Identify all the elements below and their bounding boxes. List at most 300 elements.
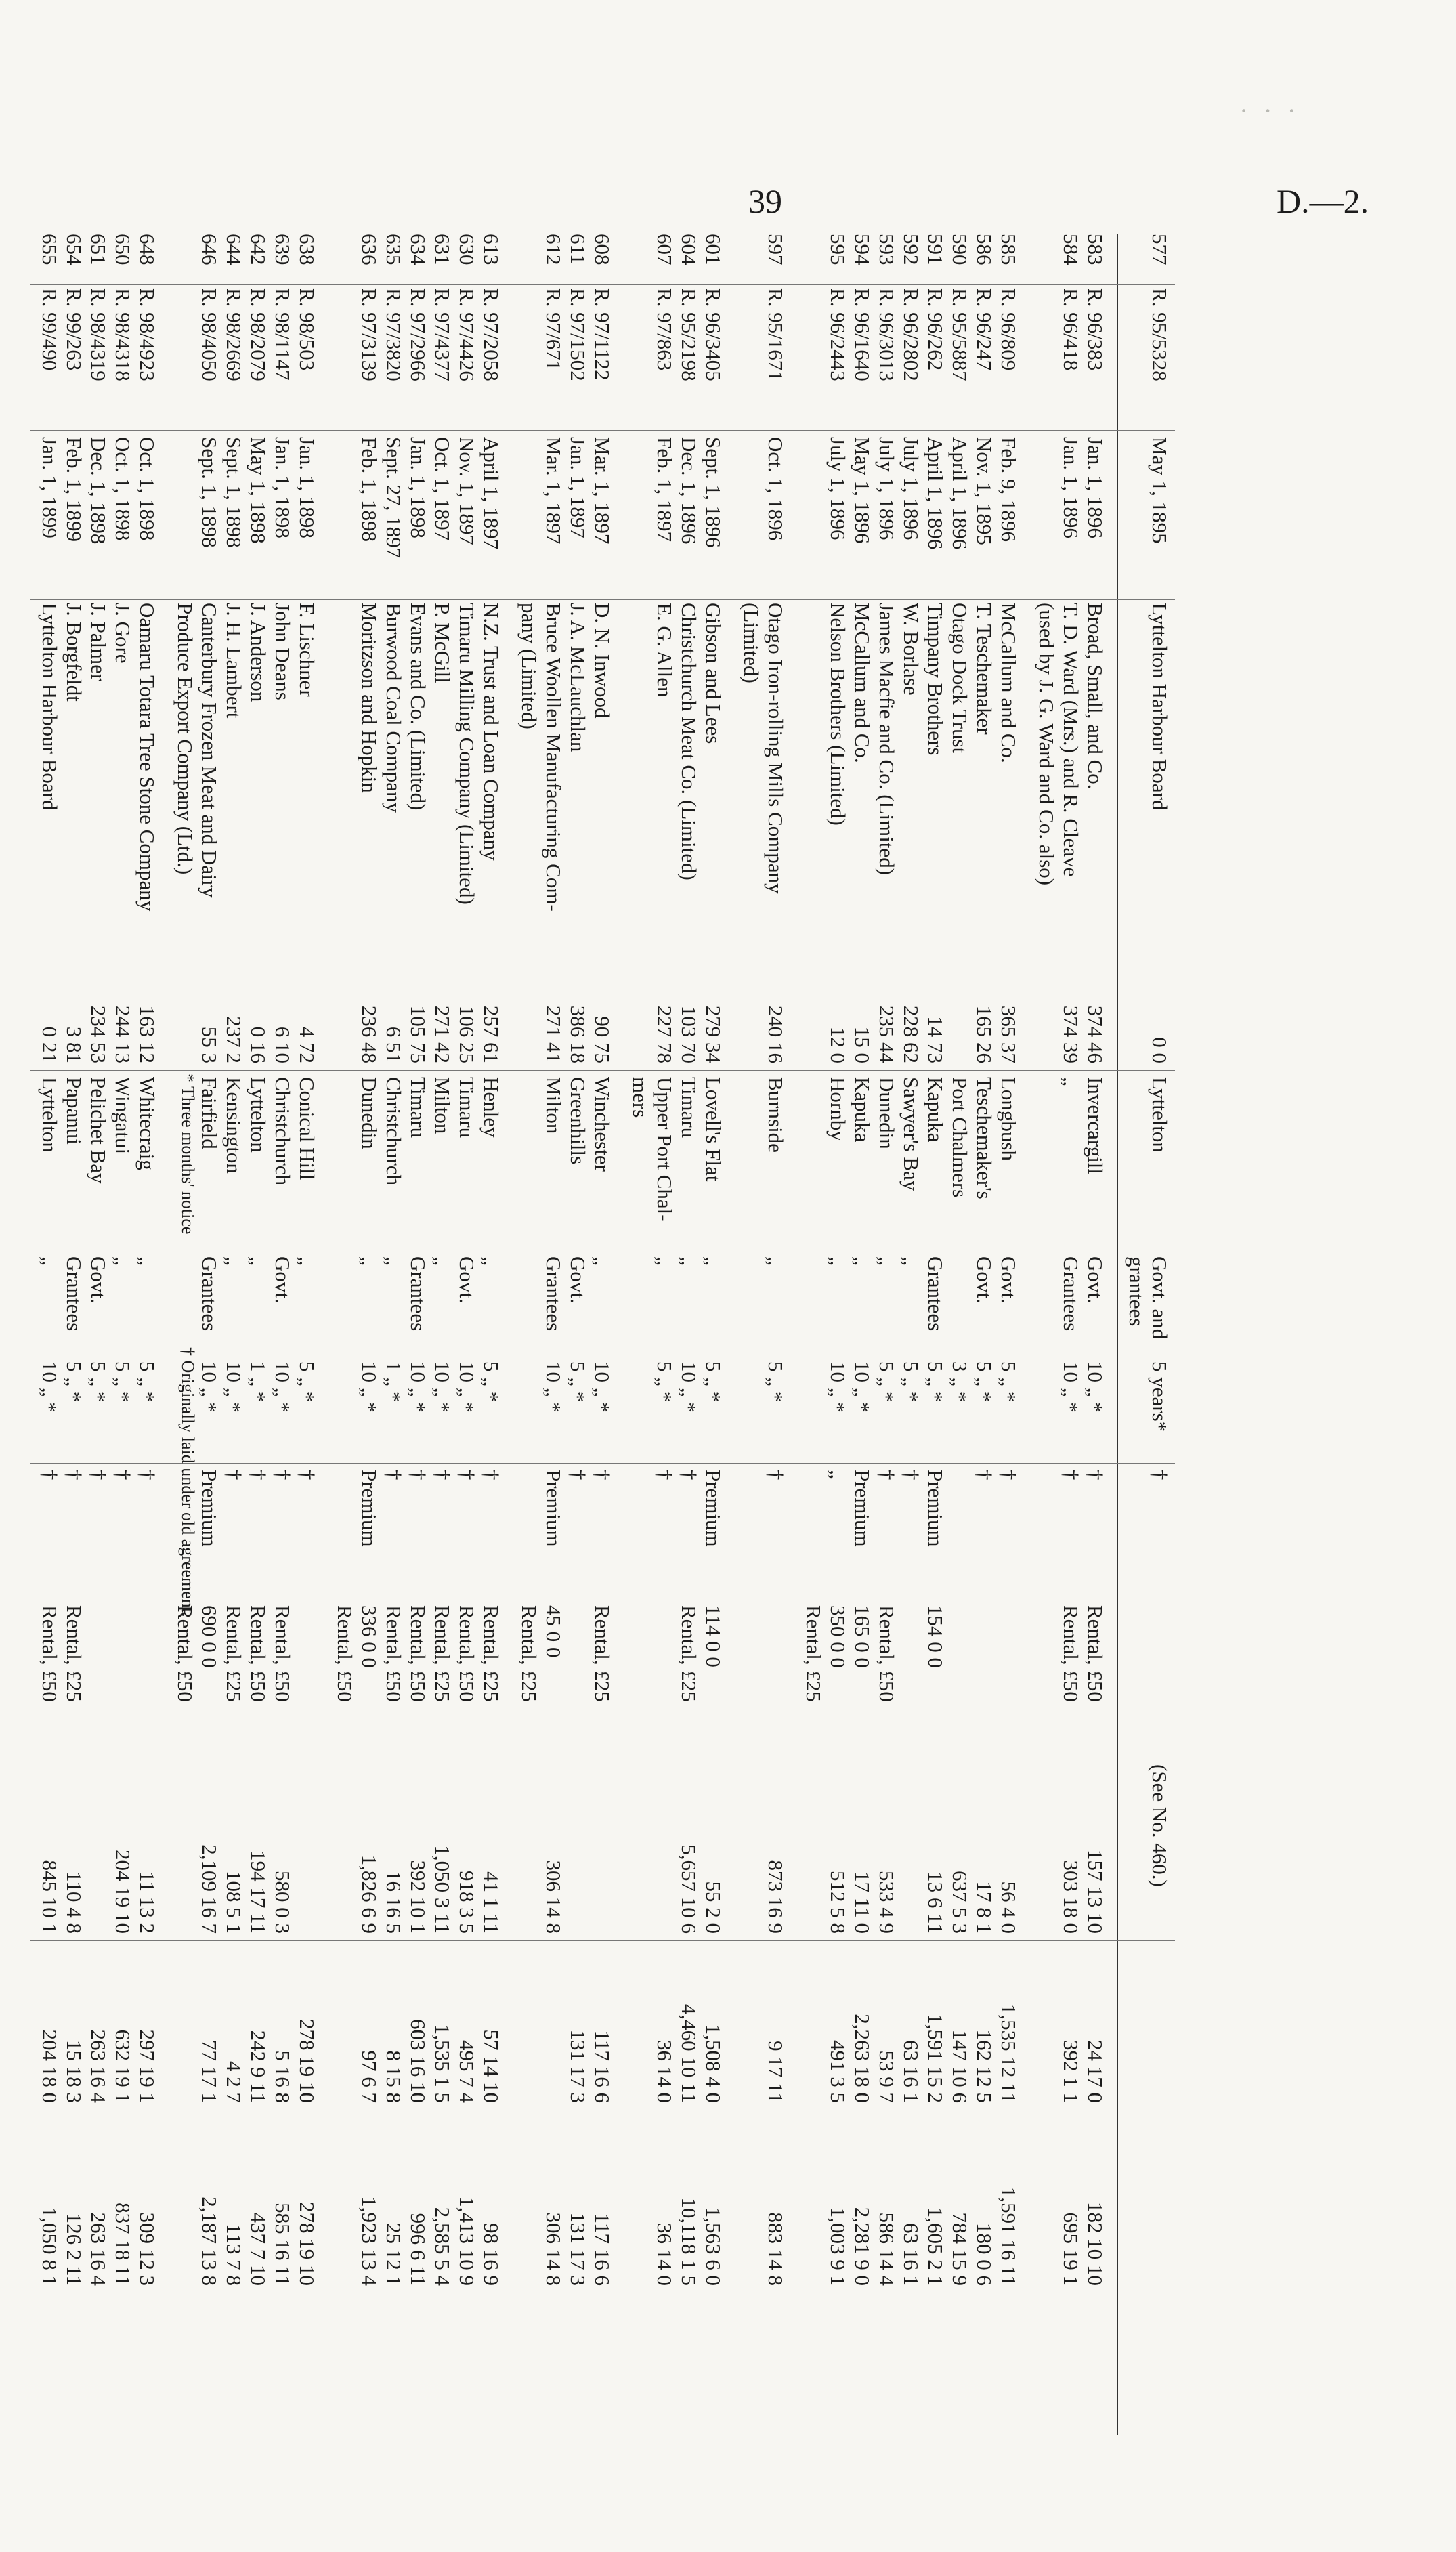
cell-terms: Premium bbox=[702, 1470, 725, 1547]
cell-lessee: W. Borlase bbox=[899, 603, 923, 696]
cell-r3: 98 16 9 bbox=[479, 2223, 503, 2286]
cell-lessee: Broad, Small, and Co. bbox=[1084, 603, 1107, 790]
cell-ref: R. 98/4923 bbox=[135, 288, 159, 381]
cell-lessee: T. D. Ward (Mrs.) and R. Cleave bbox=[1059, 603, 1083, 877]
cell-lessee: James Macfie and Co. (Limited) bbox=[875, 603, 899, 876]
cell-terms: „ bbox=[826, 1470, 850, 1479]
cell-area: 14 73 bbox=[924, 1016, 947, 1063]
cell-r1: 17 11 0 bbox=[851, 1871, 874, 1934]
cell-r2: 57 14 10 bbox=[479, 2029, 503, 2103]
table-row bbox=[197, 234, 221, 2435]
cell-area: 4 72 bbox=[295, 1026, 319, 1063]
cell-district: Longbush bbox=[997, 1077, 1021, 1161]
cell-r2: 278 19 10 bbox=[295, 2019, 319, 2103]
cell-district: Fairfield bbox=[198, 1077, 221, 1149]
cell-lessee: Produce Export Company (Ltd.) bbox=[173, 603, 197, 875]
cell-ref: R. 96/2802 bbox=[899, 288, 923, 381]
cell-lessee: Evans and Co. (Limited) bbox=[406, 603, 430, 811]
document-reference: D.—2. bbox=[1277, 182, 1369, 220]
cell-date: Dec. 1, 1896 bbox=[677, 437, 701, 545]
cell-lessor: „ bbox=[135, 1256, 159, 1266]
cell-term: 5 „ * bbox=[479, 1361, 503, 1403]
cell-district: Dunedin bbox=[358, 1077, 381, 1149]
cell-lessee: McCallum and Co. bbox=[851, 603, 874, 763]
cell-r1: 110 4 8 bbox=[62, 1871, 86, 1934]
cell-district: Burnside bbox=[764, 1077, 788, 1153]
cell-ref: R. 97/4377 bbox=[431, 288, 454, 381]
table-row bbox=[221, 234, 246, 2435]
cell-terms: † bbox=[222, 1470, 246, 1481]
cell-rental: Rental, £50 bbox=[875, 1605, 899, 1702]
cell-r2: 1,535 12 11 bbox=[997, 2003, 1021, 2103]
cell-ref: R. 98/2079 bbox=[247, 288, 270, 381]
cell-ref: R. 97/1502 bbox=[566, 288, 590, 381]
cell-r3: 586 14 4 bbox=[875, 2212, 899, 2286]
table-row bbox=[62, 234, 86, 2435]
cell-r2: 53 9 7 bbox=[875, 2050, 899, 2103]
cell-area: 55 3 bbox=[198, 1026, 221, 1063]
table-row bbox=[37, 234, 62, 2435]
cell-district: Winchester bbox=[591, 1077, 614, 1172]
cell-ref: R. 96/247 bbox=[972, 288, 996, 371]
cell-rental: Rental, £50 bbox=[406, 1605, 430, 1702]
cell-lessee: (used by J. G. Ward and Co. also) bbox=[1035, 603, 1058, 886]
cell-term: 10 „ * bbox=[542, 1361, 565, 1413]
cell-r1: 306 14 8 bbox=[542, 1860, 565, 1934]
cell-area: 234 53 bbox=[87, 1005, 110, 1063]
cell-district: Pelichet Bay bbox=[87, 1077, 110, 1184]
cell-r2: 263 16 4 bbox=[87, 2029, 110, 2103]
cell-date: May 1, 1896 bbox=[851, 437, 874, 544]
cell-r2: 1,591 15 2 bbox=[924, 2014, 947, 2103]
first-row-term: 5 years* bbox=[1148, 1361, 1172, 1432]
cell-terms: † bbox=[295, 1470, 319, 1481]
cell-no: 651 bbox=[87, 234, 110, 265]
cell-r3: 306 14 8 bbox=[542, 2212, 565, 2286]
cell-ref: R. 96/3405 bbox=[702, 288, 725, 381]
cell-district: „ bbox=[1059, 1077, 1083, 1086]
cell-date: May 1, 1898 bbox=[247, 437, 270, 544]
cell-r2: 97 6 7 bbox=[358, 2050, 381, 2103]
cell-terms: † bbox=[406, 1470, 430, 1481]
cell-no: 648 bbox=[135, 234, 159, 265]
cell-terms: Premium bbox=[198, 1470, 221, 1547]
cell-rental: Rental, £25 bbox=[591, 1605, 614, 1702]
first-row-no: 577 bbox=[1148, 234, 1172, 265]
cell-no: 636 bbox=[358, 234, 381, 265]
cell-area: 15 0 bbox=[851, 1026, 874, 1063]
cell-r2: 36 14 0 bbox=[653, 2040, 677, 2103]
cell-date: Jan. 1, 1896 bbox=[1084, 437, 1107, 538]
cell-lessor: „ bbox=[38, 1256, 62, 1266]
cell-no: 585 bbox=[997, 234, 1021, 265]
cell-r1: 392 10 1 bbox=[406, 1860, 430, 1934]
cell-area: 0 16 bbox=[247, 1026, 270, 1063]
cell-date: Nov. 1, 1895 bbox=[972, 437, 996, 545]
cell-term: 10 „ * bbox=[431, 1361, 454, 1413]
cell-date: Oct. 1, 1898 bbox=[111, 437, 135, 541]
cell-r3: 263 16 4 bbox=[87, 2212, 110, 2286]
cell-lessee: J. H. Lambert bbox=[222, 603, 246, 719]
cell-r2: 63 16 1 bbox=[899, 2040, 923, 2103]
cell-lessor: Govt. bbox=[1084, 1256, 1107, 1304]
cell-rental: Rental, £50 bbox=[271, 1605, 295, 1702]
cell-ref: R. 96/809 bbox=[997, 288, 1021, 371]
cell-no: 613 bbox=[479, 234, 503, 265]
cell-r3: 278 19 10 bbox=[295, 2202, 319, 2286]
cell-no: 644 bbox=[222, 234, 246, 265]
cell-lessee: Timaru Milling Company (Limited) bbox=[455, 603, 479, 905]
cell-district: Papanui bbox=[62, 1077, 86, 1145]
cell-lessee: pany (Limited) bbox=[517, 603, 541, 729]
cell-lessor: „ bbox=[431, 1256, 454, 1266]
cell-ref: R. 97/4426 bbox=[455, 288, 479, 381]
cell-r1: 1,826 6 9 bbox=[358, 1854, 381, 1934]
cell-date: Jan. 1, 1898 bbox=[406, 437, 430, 538]
cell-r2: 491 3 5 bbox=[826, 2040, 850, 2103]
cell-lessee: J. Borgfeldt bbox=[62, 603, 86, 702]
cell-r2: 15 18 3 bbox=[62, 2040, 86, 2103]
cell-r1: 873 16 9 bbox=[764, 1860, 788, 1934]
cell-term: 5 „ * bbox=[702, 1361, 725, 1403]
cell-r3: 126 2 11 bbox=[62, 2213, 86, 2286]
cell-rental: Rental, £25 bbox=[677, 1605, 701, 1702]
cell-district: Timaru bbox=[677, 1077, 701, 1139]
cell-date: Jan. 1, 1899 bbox=[38, 437, 62, 538]
cell-term: 10 „ * bbox=[38, 1361, 62, 1413]
cell-terms: † bbox=[87, 1470, 110, 1481]
cell-no: 612 bbox=[542, 234, 565, 265]
cell-term: 5 „ * bbox=[997, 1361, 1021, 1403]
cell-r3: 585 16 11 bbox=[271, 2203, 295, 2286]
cell-terms: † bbox=[382, 1470, 406, 1481]
cell-area: 279 34 bbox=[702, 1005, 725, 1063]
table-row bbox=[923, 234, 947, 2435]
cell-lessee: T. Teschemaker bbox=[972, 603, 996, 735]
cell-terms: † bbox=[479, 1470, 503, 1481]
cell-rental: Rental, £50 bbox=[1084, 1605, 1107, 1702]
cell-lessor: Govt. bbox=[271, 1256, 295, 1304]
cell-date: Oct. 1, 1898 bbox=[135, 437, 159, 541]
cell-lessee: Canterbury Frozen Meat and Dairy bbox=[198, 603, 221, 898]
cell-lessor: Govt. bbox=[566, 1256, 590, 1304]
cell-term: 5 „ * bbox=[87, 1361, 110, 1403]
cell-term: 10 „ * bbox=[1084, 1361, 1107, 1413]
cell-no: 583 bbox=[1084, 234, 1107, 265]
cell-r1: 204 19 10 bbox=[111, 1850, 135, 1934]
cell-terms: † bbox=[455, 1470, 479, 1481]
cell-r2: 77 17 1 bbox=[198, 2040, 221, 2103]
cell-no: 630 bbox=[455, 234, 479, 265]
cell-ref: R. 98/2669 bbox=[222, 288, 246, 381]
cell-ref: R. 95/2198 bbox=[677, 288, 701, 381]
cell-lessor: „ bbox=[851, 1256, 874, 1266]
cell-date: April 1, 1896 bbox=[948, 437, 972, 550]
cell-term: 5 „ * bbox=[899, 1361, 923, 1403]
cell-r1: 41 1 11 bbox=[479, 1871, 503, 1934]
cell-terms: † bbox=[135, 1470, 159, 1481]
cell-terms: Premium bbox=[358, 1470, 381, 1547]
cell-lessor: „ bbox=[899, 1256, 923, 1266]
cell-ref: R. 98/4050 bbox=[198, 288, 221, 381]
cell-lessee: N.Z. Trust and Loan Company bbox=[479, 603, 503, 861]
cell-lessee: E. G. Allen bbox=[653, 603, 677, 698]
cell-area: 105 75 bbox=[406, 1005, 430, 1063]
cell-date: April 1, 1897 bbox=[479, 437, 503, 550]
table-row bbox=[628, 234, 652, 2435]
cell-r2: 8 15 8 bbox=[382, 2050, 406, 2103]
cell-date: Feb. 1, 1898 bbox=[358, 437, 381, 542]
cell-term: 5 „ * bbox=[875, 1361, 899, 1403]
cell-lessee: Nelson Brothers (Limited) bbox=[826, 603, 850, 826]
cell-no: 592 bbox=[899, 234, 923, 265]
cell-r2: 1,508 4 0 bbox=[702, 2024, 725, 2103]
cell-rental: Rental, £25 bbox=[479, 1605, 503, 1702]
cell-district: Christchurch bbox=[382, 1077, 406, 1186]
table-row bbox=[406, 234, 430, 2435]
cell-date: April 1, 1896 bbox=[924, 437, 947, 550]
cell-term: 10 „ * bbox=[455, 1361, 479, 1413]
cell-r2: 495 7 4 bbox=[455, 2040, 479, 2103]
cell-r1: 303 18 0 bbox=[1059, 1860, 1083, 1934]
cell-lessee: Bruce Woollen Manufacturing Com- bbox=[542, 603, 565, 912]
cell-no: 634 bbox=[406, 234, 430, 265]
cell-r3: 182 10 10 bbox=[1084, 2202, 1107, 2286]
table-row bbox=[677, 234, 701, 2435]
cell-date: Feb. 1, 1897 bbox=[653, 437, 677, 542]
cell-rental: 45 0 0 bbox=[542, 1605, 565, 1658]
cell-area: 228 62 bbox=[899, 1005, 923, 1063]
cell-lessee: P. McGill bbox=[431, 603, 454, 683]
cell-term: 5 „ * bbox=[566, 1361, 590, 1403]
cell-r2: 392 1 1 bbox=[1059, 2040, 1083, 2103]
cell-terms: † bbox=[111, 1470, 135, 1481]
cell-district: Wingatui bbox=[111, 1077, 135, 1155]
cell-rental: 154 0 0 bbox=[924, 1605, 947, 1668]
cell-area: 90 75 bbox=[591, 1016, 614, 1063]
cell-term: 3 „ * bbox=[948, 1361, 972, 1403]
cell-rental: 350 0 0 bbox=[826, 1605, 850, 1668]
cell-r3: 996 6 11 bbox=[406, 2213, 430, 2286]
cell-r1: 55 2 0 bbox=[702, 1881, 725, 1934]
cell-term: 10 „ * bbox=[406, 1361, 430, 1413]
cell-rental: Rental, £25 bbox=[802, 1605, 826, 1702]
cell-lessor: „ bbox=[295, 1256, 319, 1266]
cell-district: Kapuka bbox=[851, 1077, 874, 1143]
cell-district: Hornby bbox=[826, 1077, 850, 1141]
table-row bbox=[1083, 234, 1107, 2435]
cell-terms: † bbox=[566, 1470, 590, 1481]
cell-lessor: „ bbox=[111, 1256, 135, 1266]
cell-term: 1 „ * bbox=[247, 1361, 270, 1403]
cell-date: Oct. 1, 1896 bbox=[764, 437, 788, 541]
cell-rental: Rental, £25 bbox=[517, 1605, 541, 1702]
cell-area: 240 16 bbox=[764, 1005, 788, 1063]
cell-area: 103 70 bbox=[677, 1005, 701, 1063]
cell-no: 650 bbox=[111, 234, 135, 265]
table-row bbox=[333, 234, 357, 2435]
cell-terms: † bbox=[247, 1470, 270, 1481]
cell-term: 10 „ * bbox=[358, 1361, 381, 1413]
cell-ref: R. 96/3013 bbox=[875, 288, 899, 381]
table-row bbox=[357, 234, 381, 2435]
cell-rental: 165 0 0 bbox=[851, 1605, 874, 1668]
cell-lessee: Gibson and Lees bbox=[702, 603, 725, 744]
cell-lessor: „ bbox=[653, 1256, 677, 1266]
cell-district: Milton bbox=[431, 1077, 454, 1134]
first-row-terms: † bbox=[1148, 1470, 1172, 1481]
cell-term: 10 „ * bbox=[1059, 1361, 1083, 1413]
cell-district: Timaru bbox=[455, 1077, 479, 1139]
cell-r2: 9 17 11 bbox=[764, 2041, 788, 2103]
page-smudge: · · · bbox=[1239, 95, 1300, 126]
cell-r1: 637 5 3 bbox=[948, 1871, 972, 1934]
cell-r2: 131 17 3 bbox=[566, 2029, 590, 2103]
cell-date: Jan. 1, 1898 bbox=[271, 437, 295, 538]
cell-ref: R. 97/863 bbox=[653, 288, 677, 371]
cell-r3: 1,413 10 9 bbox=[455, 2196, 479, 2286]
first-row-lessee: Lyttelton Harbour Board bbox=[1148, 603, 1172, 811]
cell-date: July 1, 1896 bbox=[899, 437, 923, 540]
cell-date: Jan. 1, 1897 bbox=[566, 437, 590, 538]
cell-lessor: „ bbox=[222, 1256, 246, 1266]
cell-no: 646 bbox=[198, 234, 221, 265]
cell-no: 607 bbox=[653, 234, 677, 265]
cell-no: 635 bbox=[382, 234, 406, 265]
cell-no: 638 bbox=[295, 234, 319, 265]
cell-ref: R. 98/1147 bbox=[271, 288, 295, 381]
cell-terms: Premium bbox=[542, 1470, 565, 1547]
cell-r2: 117 16 6 bbox=[591, 2030, 614, 2103]
cell-term: 10 „ * bbox=[222, 1361, 246, 1413]
cell-r1: 1,050 3 11 bbox=[431, 1845, 454, 1934]
cell-term: 10 „ * bbox=[826, 1361, 850, 1413]
cell-lessor: „ bbox=[591, 1256, 614, 1266]
cell-term: 10 „ * bbox=[198, 1361, 221, 1413]
cell-no: 584 bbox=[1059, 234, 1083, 265]
cell-area: 386 18 bbox=[566, 1005, 590, 1063]
cell-area: 237 2 bbox=[222, 1016, 246, 1063]
cell-lessor: „ bbox=[677, 1256, 701, 1266]
cell-terms: † bbox=[764, 1470, 788, 1481]
cell-district: Milton bbox=[542, 1077, 565, 1134]
table-row bbox=[701, 234, 725, 2435]
cell-no: 586 bbox=[972, 234, 996, 265]
cell-date: July 1, 1896 bbox=[826, 437, 850, 540]
cell-district: Greenhills bbox=[566, 1077, 590, 1165]
cell-terms: † bbox=[1059, 1470, 1083, 1481]
table-row bbox=[826, 234, 850, 2435]
cell-r3: 1,923 13 4 bbox=[358, 2196, 381, 2286]
cell-r3: 113 7 8 bbox=[222, 2224, 246, 2286]
cell-r3: 1,591 16 11 bbox=[997, 2186, 1021, 2286]
cell-lessor: Govt. bbox=[997, 1256, 1021, 1304]
cell-no: 601 bbox=[702, 234, 725, 265]
cell-date: Jan. 1, 1898 bbox=[295, 437, 319, 538]
cell-r1: 580 0 3 bbox=[271, 1871, 295, 1934]
cell-rental: Rental, £25 bbox=[62, 1605, 86, 1702]
cell-rental: 690 0 0 bbox=[198, 1605, 221, 1668]
cell-area: 0 21 bbox=[38, 1026, 62, 1063]
cell-r2: 24 17 0 bbox=[1084, 2040, 1107, 2103]
cell-no: 639 bbox=[271, 234, 295, 265]
cell-lessor: „ bbox=[479, 1256, 503, 1266]
cell-rental: 114 0 0 bbox=[702, 1605, 725, 1667]
cell-term: 5 „ * bbox=[295, 1361, 319, 1403]
cell-r1: 13 6 11 bbox=[924, 1871, 947, 1934]
cell-district: Whitecraig bbox=[135, 1077, 159, 1170]
cell-ref: R. 97/3820 bbox=[382, 288, 406, 381]
cell-date: Nov. 1, 1897 bbox=[455, 437, 479, 545]
cell-r1: 5,657 10 6 bbox=[677, 1844, 701, 1934]
cell-lessee: Oamaru Totara Tree Stone Company bbox=[135, 603, 159, 912]
cell-ref: R. 99/490 bbox=[38, 288, 62, 371]
cell-area: 227 78 bbox=[653, 1005, 677, 1063]
table-row bbox=[590, 234, 614, 2435]
cell-date: Dec. 1, 1898 bbox=[87, 437, 110, 545]
cell-lessee: Burwood Coal Company bbox=[382, 603, 406, 813]
cell-r1: 17 8 1 bbox=[972, 1881, 996, 1934]
cell-area: 106 25 bbox=[455, 1005, 479, 1063]
cell-area: 6 51 bbox=[382, 1026, 406, 1063]
cell-ref: R. 96/418 bbox=[1059, 288, 1083, 371]
cell-r1: 533 4 9 bbox=[875, 1871, 899, 1934]
footnotes bbox=[175, 1073, 200, 2428]
cell-terms: † bbox=[38, 1470, 62, 1481]
cell-area: 271 41 bbox=[542, 1005, 565, 1063]
cell-ref: R. 96/2443 bbox=[826, 288, 850, 381]
cell-lessee: John Deans bbox=[271, 603, 295, 700]
cell-district: Lyttelton bbox=[247, 1077, 270, 1153]
cell-ref: R. 97/3139 bbox=[358, 288, 381, 381]
first-row-lessor: Govt. and grantees bbox=[1125, 1256, 1172, 1340]
cell-terms: † bbox=[431, 1470, 454, 1481]
table-row bbox=[479, 234, 503, 2435]
cell-district: Upper Port Chal- bbox=[653, 1077, 677, 1222]
cell-r2: 1,535 1 5 bbox=[431, 2024, 454, 2103]
cell-lessee: Otago Dock Trust bbox=[948, 603, 972, 754]
cell-lessor: „ bbox=[247, 1256, 270, 1266]
table-row bbox=[295, 234, 319, 2435]
cell-r3: 695 19 1 bbox=[1059, 2212, 1083, 2286]
cell-date: Sept. 1, 1898 bbox=[222, 437, 246, 548]
table-row bbox=[1034, 234, 1058, 2435]
cell-lessee: J. A. McLauchlan bbox=[566, 603, 590, 752]
cell-date: July 1, 1896 bbox=[875, 437, 899, 540]
cell-r1: 845 10 1 bbox=[38, 1860, 62, 1934]
cell-rental: Rental, £50 bbox=[173, 1605, 197, 1702]
first-row-date: May 1, 1895 bbox=[1148, 437, 1172, 544]
cell-term: 5 „ * bbox=[764, 1361, 788, 1403]
cell-no: 631 bbox=[431, 234, 454, 265]
cell-lessee: Timpany Brothers bbox=[924, 603, 947, 756]
cell-r2: 603 16 10 bbox=[406, 2019, 430, 2103]
cell-lessor: Govt. bbox=[455, 1256, 479, 1304]
cell-terms: † bbox=[62, 1470, 86, 1481]
see-note: (See No. 460.) bbox=[1148, 1764, 1172, 1887]
cell-terms: † bbox=[677, 1470, 701, 1481]
cell-rental: Rental, £25 bbox=[222, 1605, 246, 1702]
cell-terms: Premium bbox=[851, 1470, 874, 1547]
cell-rental: Rental, £25 bbox=[431, 1605, 454, 1702]
cell-date: Oct. 1, 1897 bbox=[431, 437, 454, 541]
cell-r2: 2,263 18 0 bbox=[851, 2014, 874, 2103]
first-row-district: Lyttelton bbox=[1148, 1077, 1172, 1153]
cell-term: 5 „ * bbox=[653, 1361, 677, 1403]
cell-term: 10 „ * bbox=[677, 1361, 701, 1413]
cell-ref: R. 99/263 bbox=[62, 288, 86, 371]
cell-r1: 56 4 0 bbox=[997, 1881, 1021, 1934]
